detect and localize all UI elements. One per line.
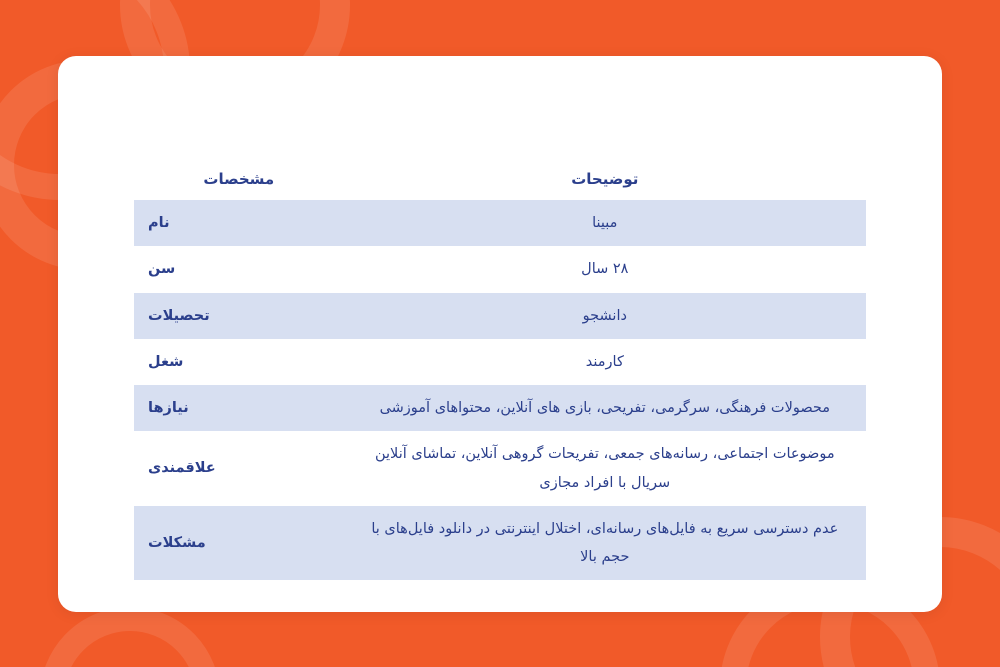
table-row <box>134 431 866 506</box>
column-header-description: توضیحات <box>571 170 639 188</box>
table-row <box>134 506 866 581</box>
cell-label-problems: مشکلات <box>134 506 344 581</box>
cell-label-age: سن <box>134 246 344 292</box>
cell-value-job: کارمند <box>344 339 866 385</box>
table-row <box>134 339 866 385</box>
table-body <box>134 200 866 580</box>
cell-value-interests: موضوعات اجتماعی، رسانه‌های جمعی، تفریحات گروهی آنلاین، تماشای آنلاین سریال با افراد مجازی <box>344 431 866 506</box>
table-row <box>134 385 866 431</box>
column-header-attribute: مشخصات <box>203 170 275 188</box>
table-header-row <box>134 164 866 200</box>
cell-label-education: تحصیلات <box>134 293 344 339</box>
persona-table <box>134 164 866 580</box>
cell-label-interests: علاقمندی <box>134 431 344 506</box>
cell-label-needs: نیازها <box>134 385 344 431</box>
cell-value-problems: عدم دسترسی سریع به فایل‌های رسانه‌ای، اختلال اینترنتی در دانلود فایل‌های با حجم بالا <box>344 506 866 581</box>
cell-value-age: ۲۸ سال <box>344 246 866 292</box>
table-header <box>134 164 866 200</box>
table-row <box>134 293 866 339</box>
persona-table-container <box>134 164 866 580</box>
content-card <box>58 56 942 612</box>
decorative-ring-icon <box>40 607 220 667</box>
cell-label-job: شغل <box>134 339 344 385</box>
cell-value-needs: محصولات فرهنگی، سرگرمی، تفریحی، بازی های آنلاین، محتواهای آموزشی <box>344 385 866 431</box>
table-row <box>134 246 866 292</box>
cell-value-education: دانشجو <box>344 293 866 339</box>
cell-label-name: نام <box>134 200 344 246</box>
table-row <box>134 200 866 246</box>
cell-value-name: مبینا <box>344 200 866 246</box>
